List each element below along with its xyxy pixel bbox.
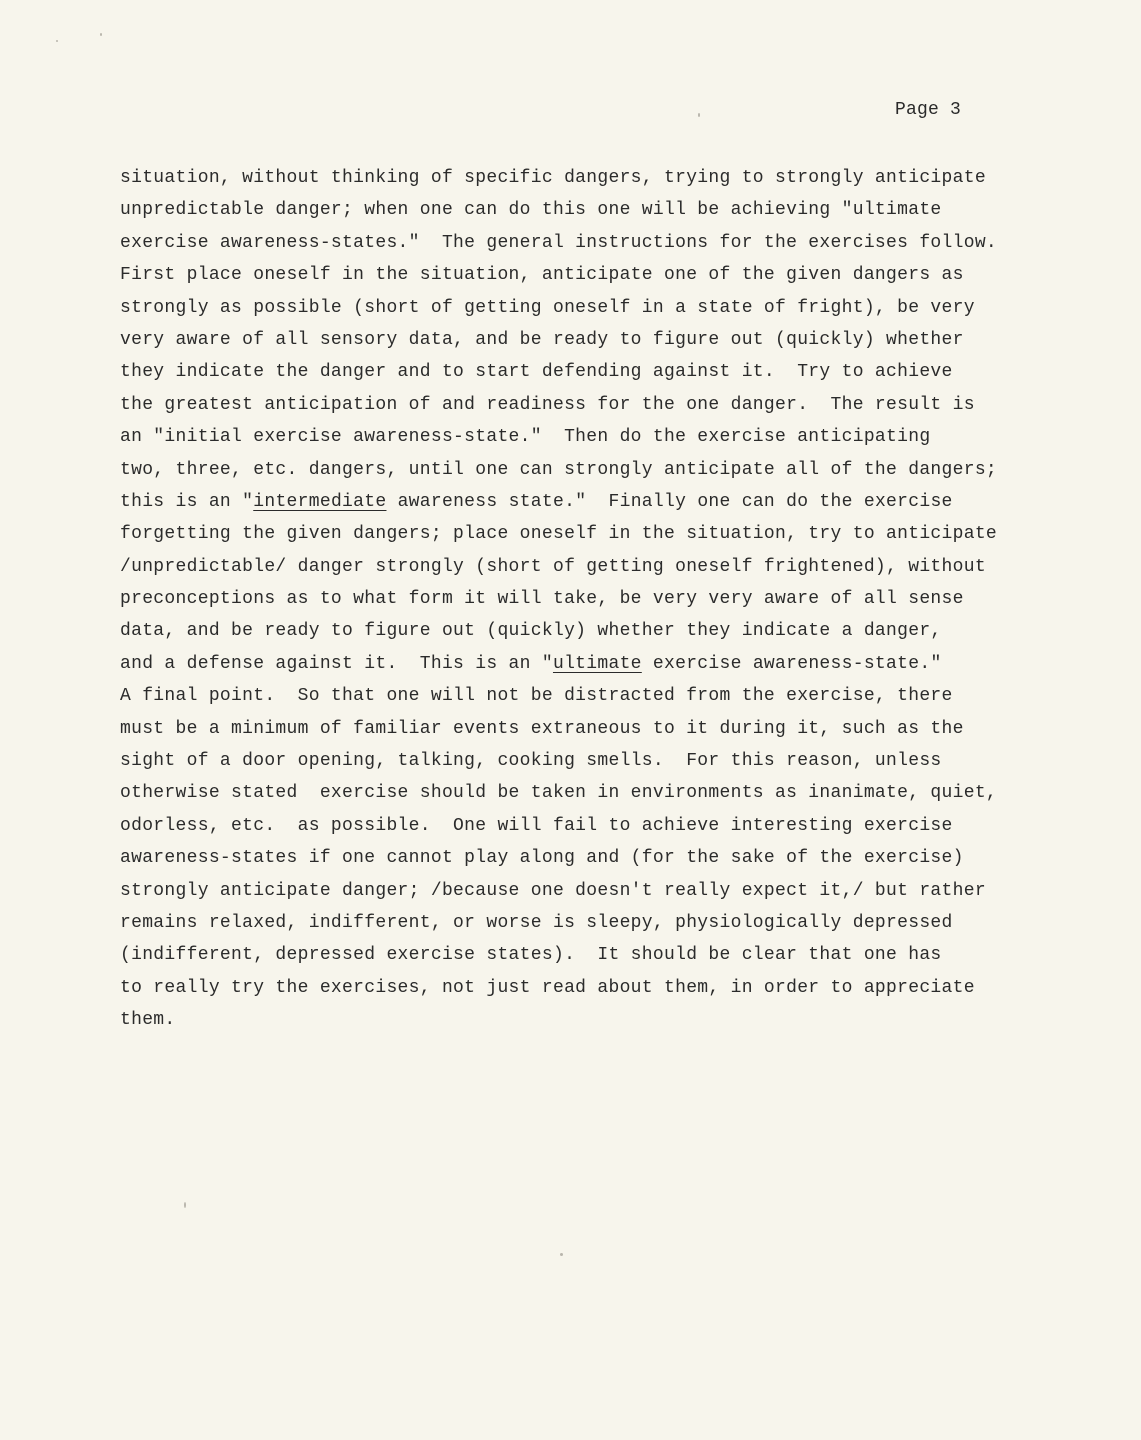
line-segment: this is an " [120, 491, 254, 512]
text-line: /unpredictable/ danger strongly (short of getting oneself frightened), without [120, 556, 986, 577]
text-line: remains relaxed, indifferent, or worse is sleepy, physiologically depressed [120, 912, 953, 933]
text-line: exercise awareness-states." The general instructions for the exercises follow. [120, 232, 998, 253]
line-segment: and a defense against it. This is an " [120, 653, 553, 674]
underlined-word: ultimate [552, 653, 642, 674]
text-line: awareness-states if one cannot play along and (for the sake of the exercise) [120, 848, 964, 869]
body-text [120, 162, 1040, 1037]
text-line [120, 486, 1040, 518]
paper-speck [56, 40, 58, 42]
text-line: odorless, etc. as possible. One will fail to achieve interesting exercise [120, 815, 953, 836]
text-line: an "initial exercise awareness-state." Then do the exercise anticipating [120, 427, 931, 448]
text-line: them. [120, 1010, 176, 1031]
line-segment: exercise awareness-state." [641, 653, 942, 674]
text-line: unpredictable danger; when one can do this one will be achieving "ultimate [120, 200, 942, 221]
paper-speck [184, 1202, 186, 1208]
underlined-word: intermediate [253, 491, 387, 512]
text-line: must be a minimum of familiar events extraneous to it during it, such as the [120, 718, 964, 739]
text-line: the greatest anticipation of and readiness for the one danger. The result is [120, 394, 975, 415]
text-line: forgetting the given dangers; place oneself in the situation, try to anticipate [120, 524, 998, 545]
text-line: strongly anticipate danger; /because one doesn't really expect it,/ but rather [120, 880, 986, 901]
page-number: Page 3 [895, 100, 962, 120]
text-line: data, and be ready to figure out (quickly) whether they indicate a danger, [120, 621, 942, 642]
text-line: they indicate the danger and to start defending against it. Try to achieve [120, 362, 953, 383]
text-line: strongly as possible (short of getting oneself in a state of fright), be very [120, 297, 975, 318]
text-line: two, three, etc. dangers, until one can strongly anticipate all of the dangers; [120, 459, 998, 480]
text-line: preconceptions as to what form it will take, be very very aware of all sense [120, 589, 964, 610]
text-line: sight of a door opening, talking, cooking smells. For this reason, unless [120, 751, 942, 772]
paper-speck [698, 113, 700, 117]
text-line: very aware of all sensory data, and be ready to figure out (quickly) whether [120, 329, 964, 350]
text-line: to really try the exercises, not just read about them, in order to appreciate [120, 977, 975, 998]
paper-speck [560, 1253, 563, 1256]
text-line: A final point. So that one will not be distracted from the exercise, there [120, 686, 953, 707]
line-segment: awareness state." Finally one can do the exercise [386, 491, 953, 512]
text-line: (indifferent, depressed exercise states). It should be clear that one has [120, 945, 942, 966]
text-line: situation, without thinking of specific dangers, trying to strongly anticipate [120, 168, 986, 188]
text-line [120, 648, 1040, 680]
paper-speck [100, 33, 102, 36]
text-line: otherwise stated exercise should be taken in environments as inanimate, quiet, [120, 783, 998, 804]
text-line: First place oneself in the situation, anticipate one of the given dangers as [120, 265, 964, 286]
